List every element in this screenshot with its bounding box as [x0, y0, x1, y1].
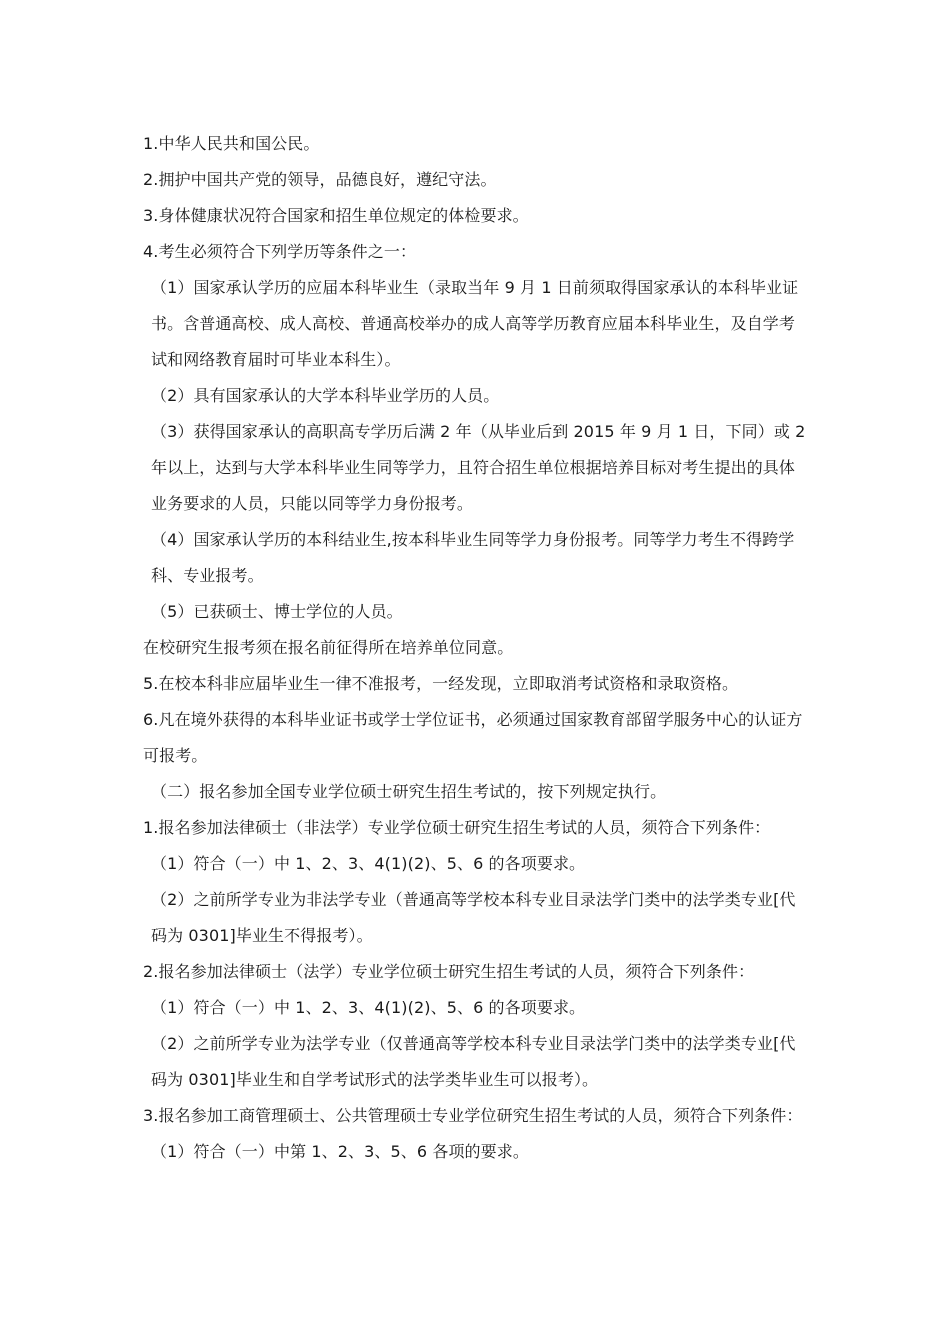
section-heading: （二）报名参加全国专业学位硕士研究生招生考试的，按下列规定执行。 — [151, 782, 667, 801]
paragraph: 3.身体健康状况符合国家和招生单位规定的体检要求。 — [143, 206, 529, 225]
paragraph: （1）符合（一）中 1、2、3、4(1)(2)、5、6 的各项要求。 — [151, 998, 586, 1017]
paragraph: 1.报名参加法律硕士（非法学）专业学位硕士研究生招生考试的人员，须符合下列条件： — [143, 818, 771, 837]
paragraph: （1）符合（一）中 1、2、3、4(1)(2)、5、6 的各项要求。 — [151, 854, 586, 873]
paragraph: 2.报名参加法律硕士（法学）专业学位硕士研究生招生考试的人员，须符合下列条件： — [143, 962, 755, 981]
paragraph: （2）之前所学专业为法学专业（仅普通高等学校本科专业目录法学门类中的法学类专业[代码为 0301]毕业生和自学考试形式的法学类毕业生可以报考）。 — [151, 1034, 796, 1089]
paragraph: 4.考生必须符合下列学历等条件之一： — [143, 242, 417, 261]
paragraph: （4）国家承认学历的本科结业生,按本科毕业生同等学力身份报考。同等学力考生不得跨学科、专业报考。 — [151, 530, 795, 585]
paragraph: （5）已获硕士、博士学位的人员。 — [151, 602, 403, 621]
paragraph: （2）具有国家承认的大学本科毕业学历的人员。 — [151, 386, 500, 405]
paragraph: （2）之前所学专业为非法学专业（普通高等学校本科专业目录法学门类中的法学类专业[代码为 0301]毕业生不得报考）。 — [151, 890, 796, 945]
paragraph: （1）符合（一）中第 1、2、3、5、6 各项的要求。 — [151, 1142, 529, 1161]
paragraph: 2.拥护中国共产党的领导，品德良好，遵纪守法。 — [143, 170, 497, 189]
paragraph: 在校研究生报考须在报名前征得所在培养单位同意。 — [143, 638, 514, 657]
document-body — [143, 126, 807, 1170]
paragraph: 1.中华人民共和国公民。 — [143, 134, 320, 153]
paragraph: （1）国家承认学历的应届本科毕业生（录取当年 9 月 1 日前须取得国家承认的本科毕业证书。含普通高校、成人高校、普通高校举办的成人高等学历教育应届本科毕业生，及自学考试和网络教育届时可毕业本科生）。 — [151, 278, 799, 369]
paragraph: 5.在校本科非应届毕业生一律不准报考，一经发现，立即取消考试资格和录取资格。 — [143, 674, 739, 693]
paragraph: 3.报名参加工商管理硕士、公共管理硕士专业学位研究生招生考试的人员，须符合下列条件： — [143, 1106, 803, 1125]
paragraph: （3）获得国家承认的高职高专学历后满 2 年（从毕业后到 2015 年 9 月 1 日，下同）或 2 年以上，达到与大学本科毕业生同等学力，且符合招生单位根据培养目标对考生提出的具体业务要求的人员，只能以同等学力身份报考。 — [151, 422, 806, 513]
paragraph: 6.凡在境外获得的本科毕业证书或学士学位证书，必须通过国家教育部留学服务中心的认证方可报考。 — [143, 710, 803, 765]
